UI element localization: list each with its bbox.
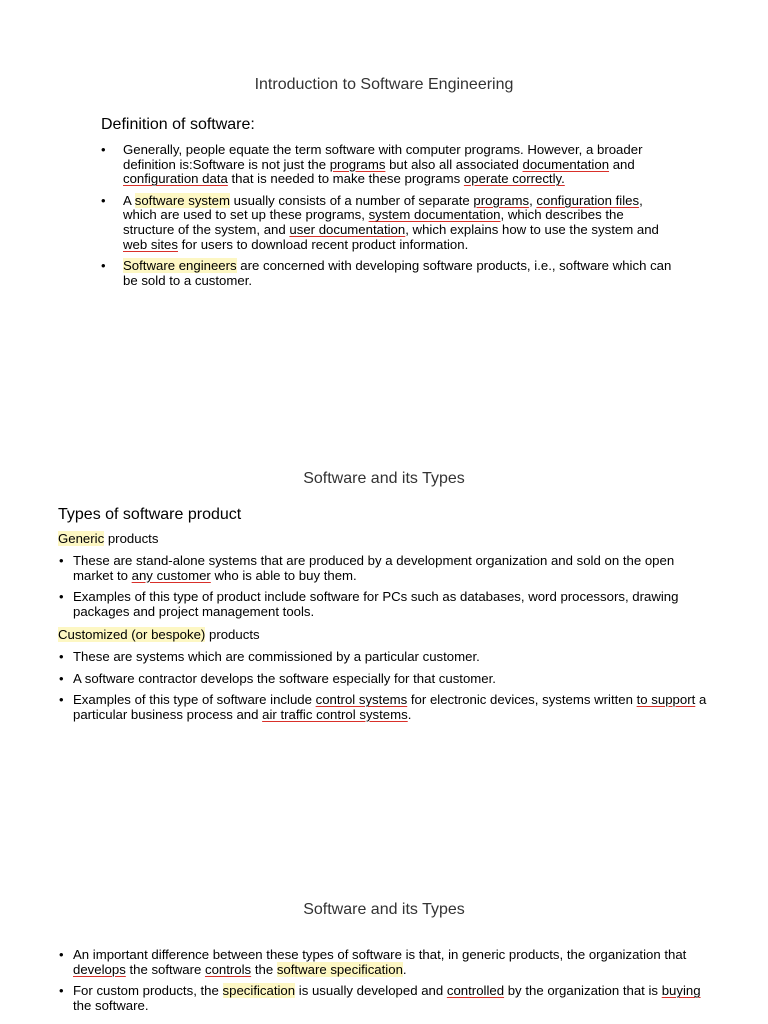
bullet-text: . [402,961,407,977]
annotated-text: documentation [522,156,610,172]
bullet-text: by the organization that is [504,983,662,999]
annotated-text: web sites [123,236,178,252]
annotated-text: operate correctly. [463,171,565,187]
bullet-text: is usually developed and [295,983,447,999]
bullet-text: are concerned with developing software products, i.e., software which can be sold to a customer. [123,258,672,288]
annotated-text: configuration files [536,192,640,208]
annotated-text: buying [661,983,701,999]
highlighted-text: software system [134,192,231,208]
annotated-text: air traffic control systems [262,706,408,722]
list-item [73,948,713,977]
bullet-text: , [529,192,537,208]
bullet-text: but also all associated [385,156,523,172]
annotated-text: any customer [131,567,211,583]
bullet-text: For custom products, the [73,983,223,999]
bullet-text: A [123,192,135,208]
bullet-text: These are stand-alone systems that are produced by a development organization and sold on the open market to [73,553,675,583]
bullet-text: , which explains how to use the system and [405,221,659,237]
annotated-text: programs [329,156,386,172]
slide-2-title: Software and its Types [303,470,465,487]
bullet-text: the software. [73,997,149,1013]
bullet-text: who is able to buy them. [210,567,357,583]
highlighted-text: Customized (or bespoke) [58,627,206,642]
bullet-text: the software [125,961,205,977]
bullet-text: for electronic devices, systems written [407,692,637,708]
bullet-text: Examples of this type of software include [73,692,316,708]
label-text: products [104,531,159,546]
bullet-text: , which describes the structure of the system, and [123,207,624,237]
slide-3-title: Software and its Types [303,901,465,918]
annotated-text: to support [636,692,696,708]
annotated-text: develops [73,961,126,977]
annotated-text: configuration data [123,171,228,187]
annotated-text: control systems [315,692,408,708]
bullet-text: A software contractor develops the software especially for that customer. [73,670,496,686]
slide-1-title: Introduction to Software Engineering [254,76,514,93]
bullet-text: a particular business process and [73,692,707,722]
bullet-text: and [609,156,635,172]
annotated-text: controls [204,961,252,977]
highlighted-text: Generic [58,531,105,546]
bullet-text: , which are used to set up these programs, [123,192,643,223]
slide-1-heading: Definition of software: [101,116,255,133]
annotated-text: system documentation [368,207,501,223]
slide-2-heading: Types of software product [58,506,242,523]
highlighted-text: software specification [276,961,403,977]
label-text: products [205,627,260,642]
bullet-text: These are systems which are commissioned by a particular customer. [73,649,480,664]
annotated-text: controlled [446,983,505,999]
annotated-text: user documentation [289,221,406,237]
annotated-text: programs [473,192,530,208]
bullet-text: Generally, people equate the term software with computer programs. However, a broader definition is: [123,142,643,172]
bullet-text: Software is not just the [192,156,330,172]
bullet-text: for users to download recent product information. [177,236,469,252]
bullet-text: that is needed to make these programs [227,171,464,187]
bullet-text: Examples of this type of product include software for PCs such as databases, word processors, drawing packages and project management tools. [73,589,679,619]
bullet-text: An important difference between these types of software is that, in generic products, the organization that [73,947,687,962]
bullet-text: the [251,961,277,977]
list-item [73,984,713,1013]
bullet-text: usually consists of a number of separate [230,192,474,208]
highlighted-text: Software engineers [123,258,237,274]
highlighted-text: specification [222,983,296,999]
bullet-text: . [407,706,412,722]
slide-3-bullet-list [73,948,713,1020]
